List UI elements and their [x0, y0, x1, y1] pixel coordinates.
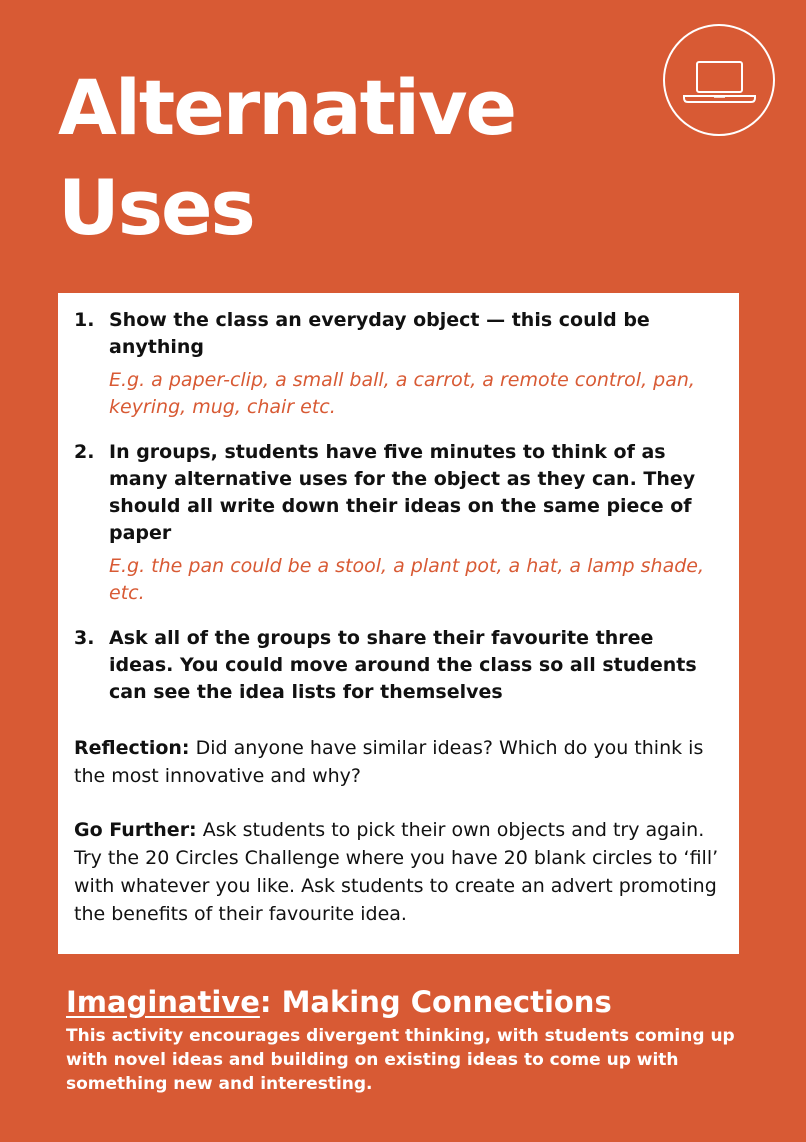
step-text: Show the class an everyday object — this could be anything	[109, 309, 650, 358]
footer-heading-rest: : Making Connections	[259, 985, 612, 1019]
steps-list	[74, 307, 723, 706]
step-item	[74, 439, 723, 607]
laptop-icon	[665, 26, 773, 134]
step-item	[74, 625, 723, 706]
footer-description: This activity encourages divergent thinking, with students coming up with novel ideas and building on existing ideas to come up with something new and interesting.	[66, 1026, 735, 1094]
step-item	[74, 307, 723, 421]
reflection-paragraph	[74, 734, 723, 790]
step-number: 1.	[74, 309, 95, 331]
step-text: In groups, students have five minutes to think of as many alternative uses for the object as they can. They should all write down their ideas on the same piece of paper	[109, 441, 696, 544]
reflection-label: Reflection:	[74, 737, 190, 759]
footer-heading	[66, 983, 612, 1021]
footer-heading-underlined: Imaginative	[66, 985, 260, 1019]
go-further-label: Go Further:	[74, 819, 197, 841]
laptop-badge	[663, 24, 775, 136]
step-number: 3.	[74, 627, 95, 649]
page-title	[58, 58, 515, 258]
step-example: E.g. the pan could be a stool, a plant pot, a hat, a lamp shade, etc.	[109, 555, 705, 604]
step-number: 2.	[74, 441, 95, 463]
page-title-line2: Uses	[58, 163, 254, 252]
page-title-line1: Alternative	[58, 63, 516, 152]
step-example: E.g. a paper-clip, a small ball, a carrot, a remote control, pan, keyring, mug, chair etc.	[109, 369, 695, 418]
step-text: Ask all of the groups to share their favourite three ideas. You could move around the class so all students can see the idea lists for themselves	[109, 627, 697, 703]
instructions-card	[58, 293, 739, 954]
go-further-paragraph	[74, 816, 723, 928]
reflection-text: Did anyone have similar ideas? Which do you think is the most innovative and why?	[74, 737, 704, 787]
go-further-text: Ask students to pick their own objects and try again. Try the 20 Circles Challenge where you have 20 blank circles to ‘fill’ with whatever you like. Ask students to create an advert promoting the benefits of their favourite idea.	[74, 819, 719, 925]
